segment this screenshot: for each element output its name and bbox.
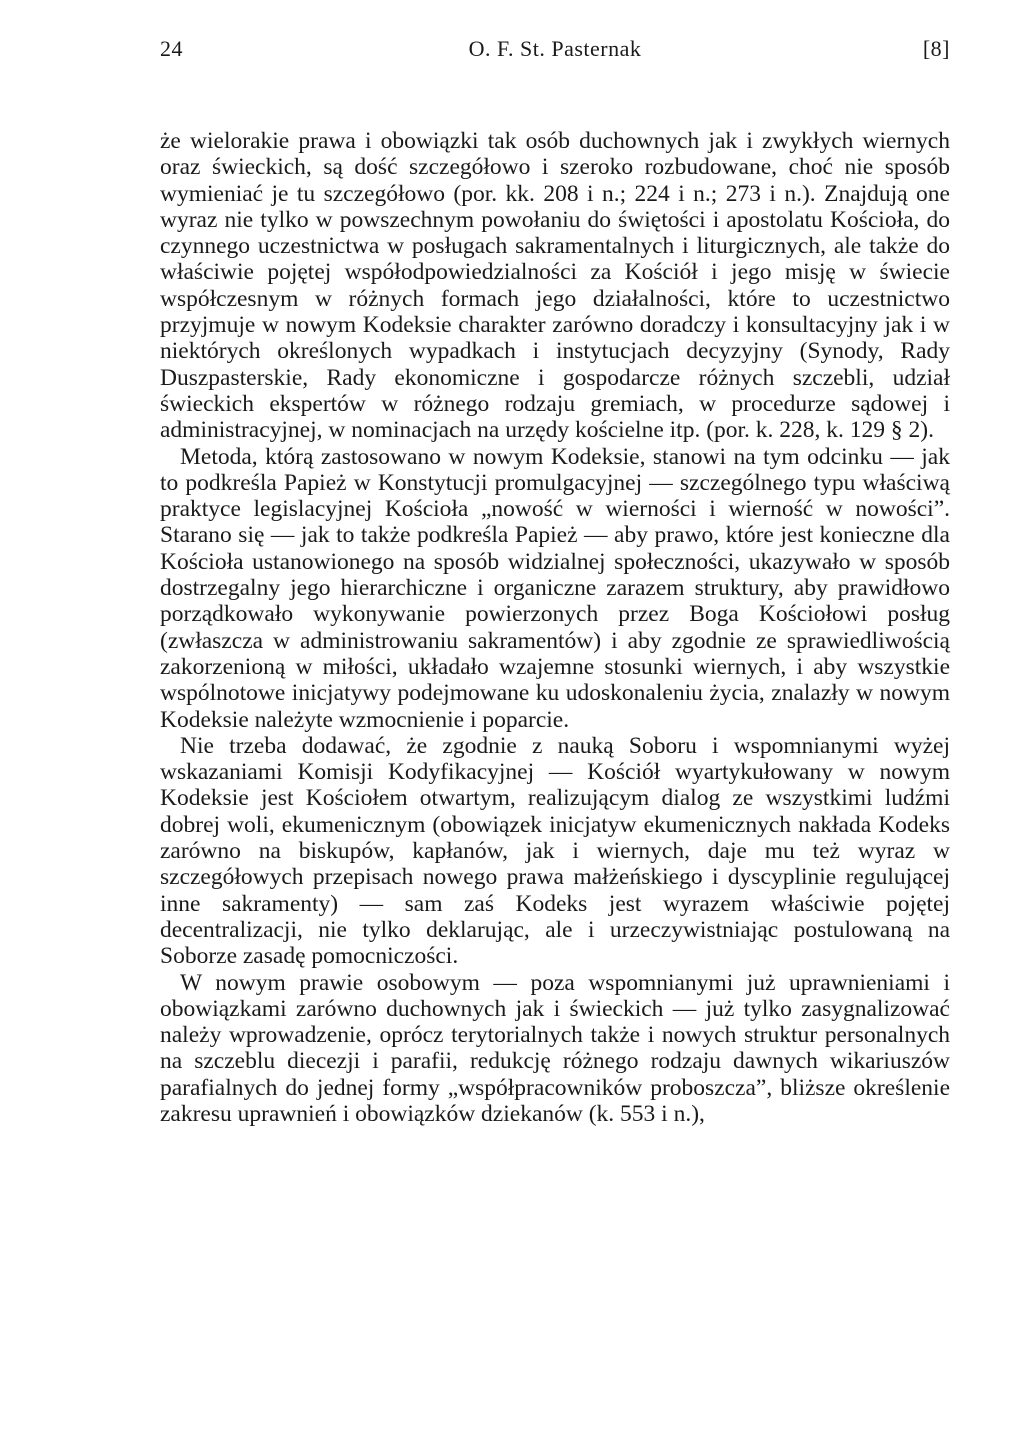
paragraph-continued: że wielorakie prawa i obowiązki tak osób duchownych jak i zwykłych wiernych oraz świeckich, są dość szczegółowo i szeroko rozbudowane, choć nie sposób wymieniać je tu szczegółowo (por. kk. 208 i n.; 224 i n.; 273 i n.). Znajdują one wyraz nie tylko w powszechnym powołaniu do świętości i apostolatu Kościoła, do czynnego uczestnictwa w posługach sakramentalnych i liturgicznych, ale także do właściwie pojętej współodpowiedzialności za Kościół i jego misję w świecie współczesnym w różnych formach jego działalności, które to uczestnictwo przyjmuje w nowym Kodeksie charakter zarówno doradczy i konsultacyjny jak i w niektórych określonych wypadkach i instytucjach decyzyjny (Synody, Rady Duszpasterskie, Rady ekonomiczne i gospodarcze różnych szczebli, udział świeckich ekspertów w różnego rodzaju gremiach, w procedurze sądowej i administracyjnej, w nominacjach na urzędy kościelne itp. (por. k. 228, k. 129 § 2). (160, 128, 950, 444)
paragraph-personal-law: W nowym prawie osobowym — poza wspomnianymi już uprawnieniami i obowiązkami zarówno duchownych jak i świeckich — już tylko zasygnalizować należy wprowadzenie, oprócz terytorialnych także i nowych struktur personalnych na szczeblu diecezji i parafii, redukcję różnego rodzaju dawnych wikariuszów parafialnych do jednej formy „współpracowników proboszcza”, bliższe określenie zakresu uprawnień i obowiązków dziekanów (k. 553 i n.), (160, 969, 950, 1127)
page-number: 24 (160, 36, 183, 61)
section-marker: [8] (922, 36, 950, 61)
body-text (160, 128, 950, 1127)
running-head-author: O. F. St. Pasternak (468, 36, 642, 61)
document-page (160, 36, 950, 1127)
paragraph-open-church: Nie trzeba dodawać, że zgodnie z nauką Soboru i wspomnianymi wyżej wskazaniami Komisji Kodyfikacyjnej — Kościół wyartykułowany w nowym Kodeksie jest Kościołem otwartym, realizującym dialog ze wszystkimi ludźmi dobrej woli, ekumenicznym (obowiązek inicjatyw ekumenicznych nakłada Kodeks zarówno na biskupów, kapłanów, jak i wiernych, daje mu też wyraz w szczegółowych przepisach nowego prawa małżeńskiego i dyscyplinie regulującej inne sakramenty) — sam zaś Kodeks jest wyrazem właściwie pojętej decentralizacji, nie tylko deklarując, ale i urzeczywistniając postulowaną na Soborze zasadę pomocniczości. (160, 732, 950, 970)
paragraph-method: Metoda, którą zastosowano w nowym Kodeksie, stanowi na tym odcinku — jak to podkreśla Papież w Konstytucji promulgacyjnej — szczególnego typu właściwą praktyce legislacyjnej Kościoła „nowość w wierności i wierność w nowości”. Starano się — jak to także podkreśla Papież — aby prawo, które jest konieczne dla Kościoła ustanowionego na sposób widzialnej społeczności, ukazywało w sposób dostrzegalny jego hierarchiczne i organiczne zarazem struktury, aby prawidłowo porządkowało wykonywanie powierzonych przez Boga Kościołowi posług (zwłaszcza w administrowaniu sakramentów) i aby zgodnie ze sprawiedliwością zakorzenioną w miłości, układało wzajemne stosunki wiernych, i aby wszystkie wspólnotowe inicjatywy podejmowane ku udoskonaleniu życia, znalazły w nowym Kodeksie należyte wzmocnienie i poparcie. (160, 443, 950, 733)
running-header (160, 36, 950, 76)
